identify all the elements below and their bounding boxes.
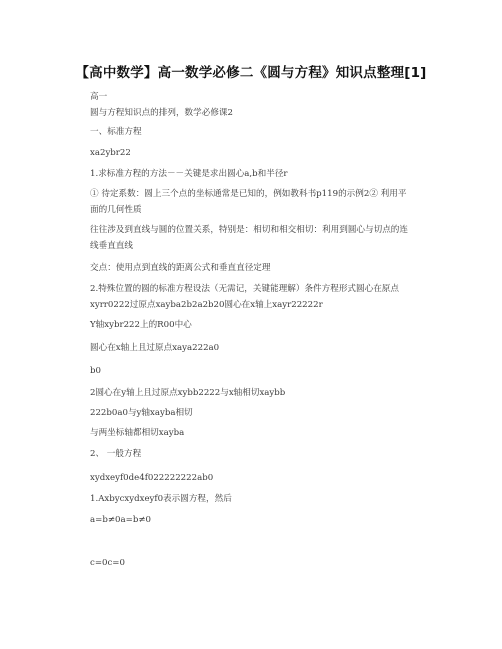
formula-line: a=b≠0a=b≠0 bbox=[90, 515, 151, 525]
text-line: 圆与方程知识点的排列，数学必修课2 bbox=[90, 108, 233, 118]
formula-line: xydxeyf0de4f022222222ab0 bbox=[90, 473, 214, 483]
text-line: 2圆心在y轴上且过原点xybb2222与x轴相切xaybb bbox=[90, 388, 286, 398]
text-line: 1.求标准方程的方法－－关键是求出圆心a,b和半径r bbox=[90, 169, 288, 179]
text-line: 1.Axbycxydxeyf0表示圆方程，然后 bbox=[90, 494, 232, 504]
paragraph: 2.特殊位置的圆的标准方程设法（无需记，关键能理解）条件方程形式圆心在原点xyrr0222过原点xayba2b2a2b20圆心在x轴上xayr22222r bbox=[90, 284, 399, 310]
formula-line: b0 bbox=[90, 366, 101, 376]
section-heading: 一、标准方程 bbox=[90, 127, 142, 137]
text-line: 交点：使用点到直线的距离公式和垂直直径定理 bbox=[90, 263, 271, 273]
document-title: 【高中数学】高一数学必修二《圆与方程》知识点整理[1] bbox=[75, 65, 427, 81]
paragraph: ① 待定系数：圆上三个点的坐标通常是已知的，例如教科书p119的示例2② 利用平面的几何性质 bbox=[90, 189, 407, 215]
text-line: 高一 bbox=[90, 92, 108, 102]
paragraph: 往往涉及到直线与圆的位置关系，特别是：相切和相交相切：利用到圆心与切点的连线垂直直线 bbox=[90, 225, 408, 251]
text-line: 222b0a0与y轴xayba相切 bbox=[90, 408, 193, 418]
section-heading: 2、 一般方程 bbox=[90, 449, 142, 459]
text-line: Y轴xybr222上的R00中心 bbox=[90, 320, 192, 330]
formula-line: xa2ybr22 bbox=[90, 148, 131, 158]
text-line: 与两坐标轴都相切xayba bbox=[90, 428, 185, 438]
text-line: 圆心在x轴上且过原点xaya222a0 bbox=[90, 343, 220, 353]
formula-line: c=0c=0 bbox=[90, 558, 125, 568]
